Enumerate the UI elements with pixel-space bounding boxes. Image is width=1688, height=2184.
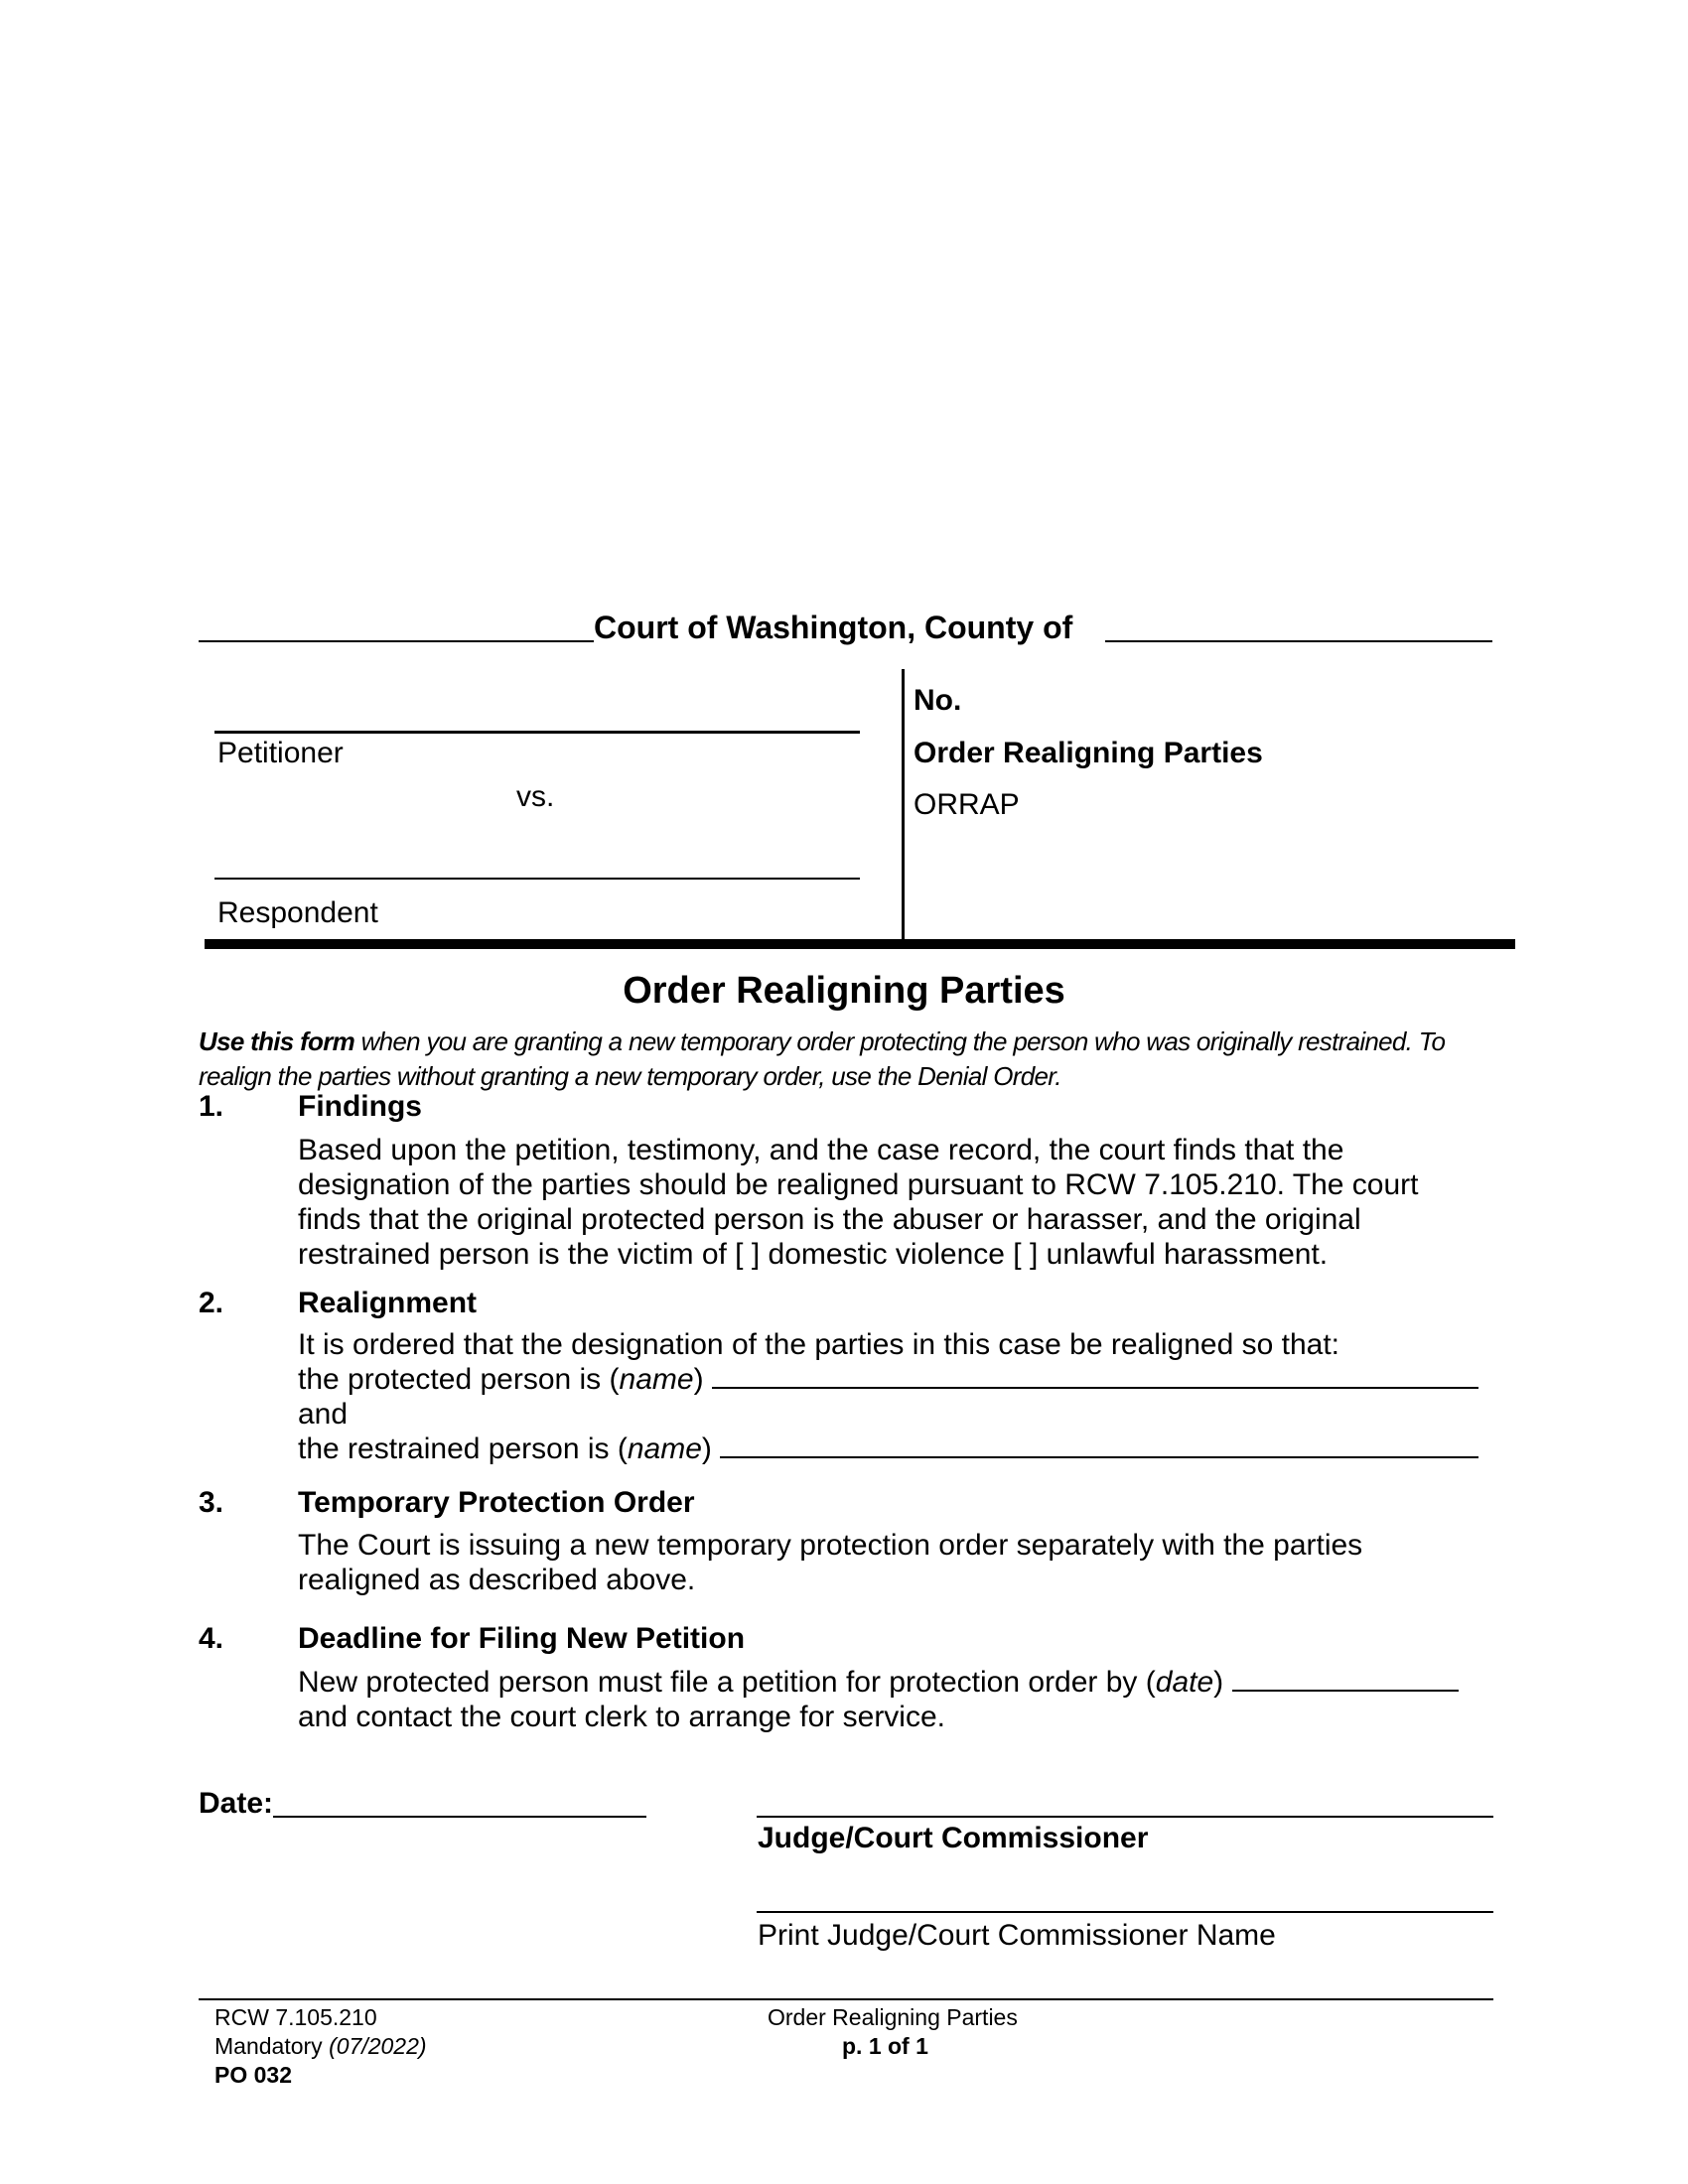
versus-label: vs. bbox=[516, 780, 555, 813]
judge-signature-blank[interactable] bbox=[757, 1816, 1493, 1818]
instructions bbox=[199, 1024, 1509, 1094]
restrained-person-name-blank[interactable] bbox=[720, 1456, 1478, 1458]
section-1-line: restrained person is the victim of [ ] domestic violence [ ] unlawful harassment. bbox=[298, 1238, 1329, 1271]
and-label: and bbox=[298, 1398, 349, 1431]
petitioner-name-blank[interactable] bbox=[214, 731, 860, 734]
section-4-number: 4. bbox=[199, 1622, 224, 1655]
court-title: Court of Washington, County of bbox=[594, 610, 1073, 645]
judge-signature-label: Judge/Court Commissioner bbox=[758, 1822, 1149, 1854]
respondent-label: Respondent bbox=[217, 896, 378, 929]
section-1-heading: Findings bbox=[298, 1090, 422, 1123]
footer-form-number: PO 032 bbox=[214, 2062, 292, 2088]
section-1-line: finds that the original protected person is the abuser or harasser, and the original bbox=[298, 1203, 1361, 1236]
court-name-blank[interactable] bbox=[199, 640, 594, 642]
petitioner-label: Petitioner bbox=[217, 737, 344, 769]
section-3-body bbox=[298, 1528, 1509, 1597]
section-1-line: designation of the parties should be realigned pursuant to RCW 7.105.210. The court bbox=[298, 1168, 1419, 1201]
section-3-heading: Temporary Protection Order bbox=[298, 1486, 695, 1519]
deadline-row: New protected person must file a petition for protection order by (date) bbox=[298, 1665, 1509, 1700]
caption-divider bbox=[902, 669, 905, 943]
section-1-body bbox=[298, 1133, 1509, 1272]
footer-mandatory: Mandatory (07/2022) bbox=[214, 2033, 427, 2059]
caption-form-code: ORRAP bbox=[914, 788, 1020, 821]
footer-page-number: p. 1 of 1 bbox=[842, 2033, 928, 2059]
realignment-intro: It is ordered that the designation of the parties in this case be realigned so that: bbox=[298, 1328, 1339, 1361]
section-4-heading: Deadline for Filing New Petition bbox=[298, 1622, 746, 1655]
section-3-line: The Court is issuing a new temporary protection order separately with the parties bbox=[298, 1529, 1363, 1562]
footer-rcw: RCW 7.105.210 bbox=[214, 2004, 377, 2030]
deadline-date-blank[interactable] bbox=[1232, 1690, 1459, 1692]
section-1-line: Based upon the petition, testimony, and the case record, the court finds that the bbox=[298, 1134, 1344, 1166]
restrained-person-row: the restrained person is (name) bbox=[298, 1432, 1509, 1466]
section-3-line: realigned as described above. bbox=[298, 1564, 696, 1596]
instructions-lead: Use this form bbox=[199, 1026, 355, 1056]
footer-form-title: Order Realigning Parties bbox=[768, 2004, 1018, 2030]
date-label: Date: bbox=[199, 1787, 274, 1820]
section-2-body bbox=[298, 1327, 1509, 1466]
section-1-number: 1. bbox=[199, 1090, 224, 1123]
page-title: Order Realigning Parties bbox=[623, 970, 1065, 1012]
deadline-line-2: and contact the court clerk to arrange for service. bbox=[298, 1701, 945, 1733]
caption-bottom-rule bbox=[205, 939, 1515, 949]
section-2-number: 2. bbox=[199, 1287, 224, 1319]
section-4-body bbox=[298, 1665, 1509, 1734]
section-2-heading: Realignment bbox=[298, 1287, 478, 1319]
case-number-label: No. bbox=[914, 684, 962, 717]
print-name-label: Print Judge/Court Commissioner Name bbox=[758, 1919, 1276, 1952]
protected-person-row: the protected person is (name) bbox=[298, 1362, 1509, 1397]
instructions-text: when you are granting a new temporary order protecting the person who was originally restrained. To realign the parties without granting a new temporary order, use the Denial Order. bbox=[199, 1026, 1446, 1091]
caption-form-name: Order Realigning Parties bbox=[914, 737, 1263, 769]
county-name-blank[interactable] bbox=[1105, 640, 1492, 642]
footer-rule bbox=[199, 1998, 1493, 2000]
respondent-name-blank[interactable] bbox=[214, 878, 860, 880]
print-name-blank[interactable] bbox=[757, 1911, 1493, 1913]
protected-person-name-blank[interactable] bbox=[712, 1387, 1478, 1389]
section-3-number: 3. bbox=[199, 1486, 224, 1519]
date-blank[interactable] bbox=[273, 1816, 646, 1818]
